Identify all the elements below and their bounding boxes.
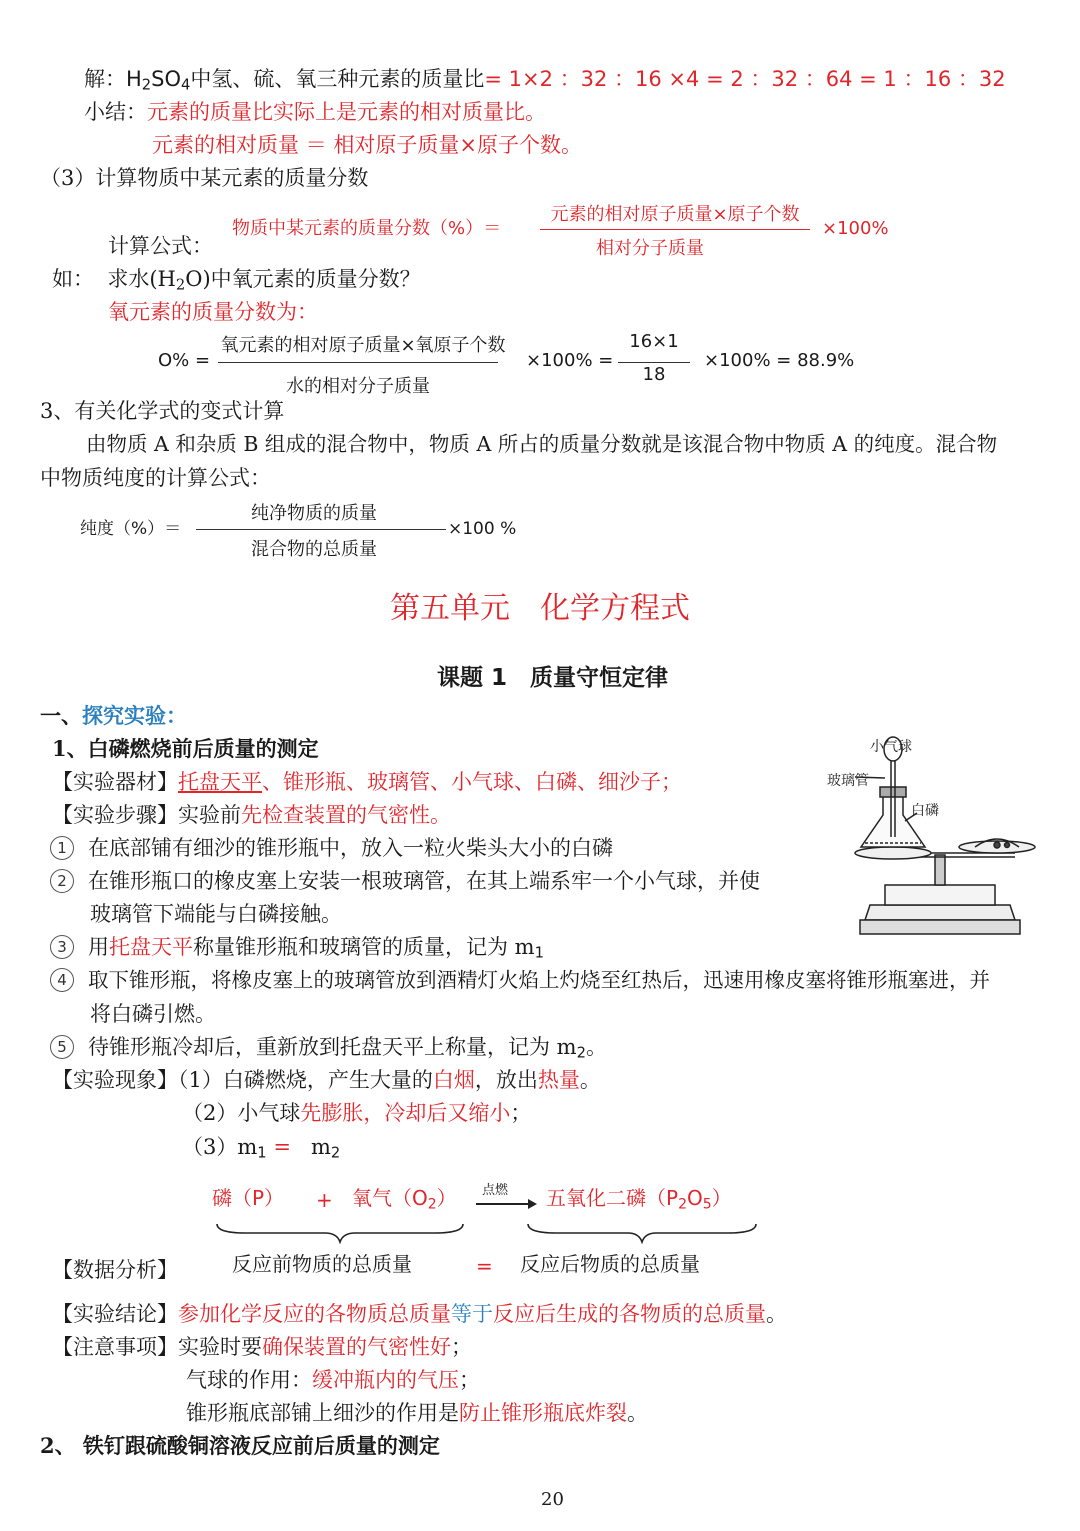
brace-right-icon: [526, 1222, 758, 1244]
o-lhs: O% =: [158, 350, 211, 371]
steps-line: 【实验步骤】实验前先检查装置的气密性。: [52, 803, 451, 827]
h2so4-formula: $H_2SO_4$: [126, 67, 191, 94]
step-1: 1 在底部铺有细沙的锥形瓶中，放入一粒火柴头大小的白磷: [50, 835, 613, 861]
section-heading-3: 3、有关化学式的变式计算: [40, 399, 285, 423]
o-fraction-line: [218, 362, 498, 363]
conclusion-label: 【实验结论】: [52, 1302, 178, 1326]
equipment-label: 【实验器材】: [52, 770, 178, 794]
step-5-number: 5: [50, 1035, 74, 1059]
formula-lhs: 物质中某元素的质量分数（%）＝: [232, 218, 502, 239]
step-2: 2 在锥形瓶口的橡皮塞上安装一根玻璃管，在其上端系牢一个小气球，并使: [50, 868, 760, 894]
equipment-balance: 托盘天平: [178, 770, 262, 794]
purity-denominator: 混合物的总质量: [251, 539, 377, 560]
formula-fraction-line: [540, 229, 810, 230]
section-one-heading: 一、探究实验：: [40, 703, 187, 728]
mass-before: 反应前物质的总质量: [232, 1252, 412, 1276]
label-white-phosphorus: 白磷: [911, 803, 939, 819]
equipment-line: [52, 769, 682, 795]
formula-numerator: 元素的相对原子质量×原子个数: [550, 204, 800, 225]
eq-arrow-icon: [474, 1198, 538, 1210]
mass-after: 反应后物质的总质量: [520, 1252, 700, 1276]
step-2-number: 2: [50, 869, 74, 893]
page-number: 20: [541, 1489, 564, 1510]
unit-title: 第五单元 化学方程式: [390, 591, 690, 626]
phenomena-line-1: 【实验现象】（1）白磷燃烧，产生大量的白烟，放出热量。: [52, 1068, 601, 1092]
equipment-list: 、锥形瓶、玻璃管、小气球、白磷、细沙子；: [262, 770, 682, 794]
notes-line-2: 气球的作用：缓冲瓶内的气压；: [186, 1368, 480, 1392]
step-3-number: 3: [50, 935, 74, 959]
purity-fraction-line: [196, 529, 446, 530]
eq-plus: +: [316, 1188, 333, 1212]
formula-denominator: 相对分子质量: [596, 238, 704, 259]
notes-line-1: 【注意事项】实验时要确保装置的气密性好；: [52, 1335, 472, 1359]
o-result: ×100% = 88.9%: [704, 350, 855, 371]
formula-tail: ×100%: [822, 218, 889, 239]
step-3: 3 用托盘天平称量锥形瓶和玻璃管的质量，记为 $m_1$: [50, 934, 544, 960]
step-2-cont: 玻璃管下端能与白磷接触。: [90, 902, 342, 926]
eq-product: 五氧化二磷$(P_2O_5)$: [546, 1186, 732, 1213]
exp2-title: 2、 铁钉跟硫酸铜溶液反应前后质量的测定: [40, 1433, 440, 1458]
formula-label: 计算公式：: [108, 234, 213, 258]
para-line-1: 由物质 A 和杂质 B 组成的混合物中，物质 A 所占的质量分数就是该混合物中物质 A 的纯度。混合物: [86, 432, 998, 456]
o-fraction-line-2: [618, 362, 690, 363]
phenomena-line-3: $(3)m_1 = m_2$: [182, 1135, 341, 1162]
step-4-number: 4: [50, 968, 74, 992]
notes-line-3: 锥形瓶底部铺上细沙的作用是防止锥形瓶底炸裂。: [186, 1401, 648, 1425]
eq-condition: 点燃: [482, 1183, 509, 1198]
o-numerator: 氧元素的相对原子质量×氧原子个数: [220, 335, 506, 356]
step-4: 4 取下锥形瓶，将橡皮塞上的玻璃管放到酒精灯火焰上灼烧至红热后，迅速用橡皮塞将锥形瓶塞进，并: [50, 968, 990, 994]
phenomena-line-2: （2）小气球先膨胀，冷却后又缩小；: [182, 1101, 532, 1125]
label-glass-tube: 玻璃管: [827, 773, 869, 789]
o-mid: ×100% =: [526, 350, 614, 371]
example-line: 如： 求水$(H_2O)$中氧元素的质量分数？: [52, 267, 421, 294]
eq-oxygen: 氧气$(O_2)$: [352, 1186, 457, 1213]
purity-lhs: 纯度（%）＝: [80, 519, 182, 539]
balance-diagram: [825, 735, 1050, 945]
steps-label: 【实验步骤】: [52, 803, 178, 827]
section3-heading: （3）计算物质中某元素的质量分数: [40, 166, 369, 190]
step-1-number: 1: [50, 836, 74, 860]
brace-left-icon: [215, 1222, 465, 1244]
step-5: 5 待锥形瓶冷却后，重新放到托盘天平上称量，记为 $m_2$。: [50, 1034, 607, 1060]
summary-text-2: 元素的相对质量 ＝ 相对原子质量×原子个数。: [152, 133, 582, 157]
purity-numerator: 纯净物质的质量: [251, 503, 377, 524]
lesson-title: 课题 1 质量守恒定律: [436, 665, 668, 691]
label-balloon: 小气球: [870, 739, 912, 755]
o-numerator-2: 16×1: [629, 331, 679, 352]
phenomena-label: 【实验现象】: [52, 1068, 178, 1092]
summary-line-1: [84, 99, 546, 125]
balance-drawing: [855, 737, 1035, 934]
answer-intro: 氧元素的质量分数为：: [108, 300, 318, 324]
solution-calc: = 1×2 ：32 ：16 ×4 = 2 ：32 ：64 = 1 ：16 ：32: [484, 67, 1006, 91]
solution-text: 中氢、硫、氧三种元素的质量比: [190, 67, 485, 91]
example-label: 如：: [52, 267, 94, 291]
o-denominator: 水的相对分子质量: [286, 376, 430, 397]
solution-line: [84, 66, 1006, 92]
o-denominator-2: 18: [642, 364, 666, 385]
eq-phosphorus: 磷（P）: [212, 1186, 285, 1210]
notes-label: 【注意事项】: [52, 1335, 178, 1359]
exp1-title: 1、白磷燃烧前后质量的测定: [52, 736, 319, 761]
summary-label: 小结：: [84, 100, 147, 124]
solution-label: 解：: [84, 67, 126, 91]
section-one-title: 探究实验：: [82, 703, 187, 728]
step-4-cont: 将白磷引燃。: [90, 1002, 216, 1026]
conclusion-line: 【实验结论】参加化学反应的各物质总质量等于反应后生成的各物质的总质量。: [52, 1302, 787, 1326]
mass-equals: =: [476, 1254, 493, 1278]
data-analysis-label: 【数据分析】: [52, 1258, 178, 1282]
summary-text-1: 元素的质量比实际上是元素的相对质量比。: [147, 100, 546, 124]
para-line-2: 中物质纯度的计算公式：: [40, 466, 271, 490]
purity-tail: ×100 %: [448, 519, 517, 539]
